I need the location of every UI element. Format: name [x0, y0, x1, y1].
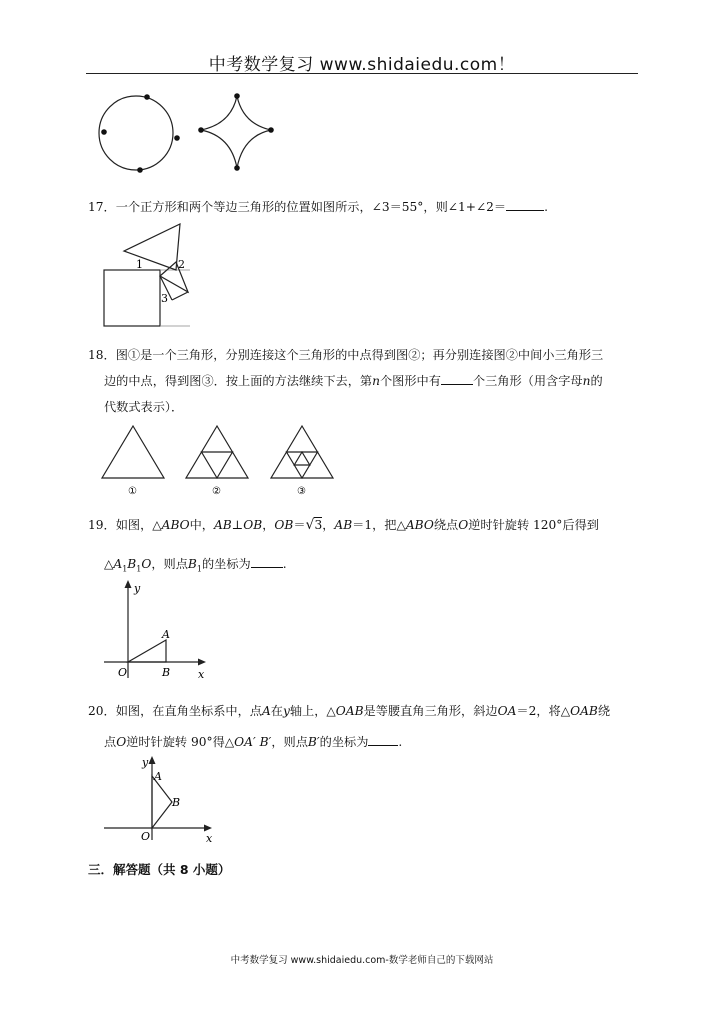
y-axis-label: y: [134, 582, 141, 595]
x-axis-label: x: [198, 668, 205, 681]
q17-figure: [98, 218, 194, 330]
q20-oab2: OAB: [570, 704, 598, 718]
page-header-title: 中考数学复习 www.shidaiedu.com！: [208, 55, 516, 75]
q20-text-e: ＝2，将△: [516, 704, 571, 718]
q20-oa: OA: [497, 704, 517, 718]
point-a-label: A: [162, 628, 170, 641]
triangle-fig-1: [102, 426, 164, 478]
q20-text-j: 的坐标为: [319, 735, 369, 749]
q19-ob: OB: [243, 518, 263, 532]
q19-abo2: ABO: [405, 518, 434, 532]
q18-line2d: 的: [590, 374, 603, 388]
q18-line2c: 个三角形（用含字母: [472, 374, 583, 388]
q18-line1: 图①是一个三角形，分别连接这个三角形的中点得到图②；再分别连接图②中间小三角形三: [115, 348, 604, 362]
circle-point: [137, 167, 143, 173]
q19-comma2: ，: [322, 518, 335, 532]
q17-number: 17．: [88, 200, 116, 214]
q19-text-f: 的坐标为: [201, 557, 251, 571]
q20-oab: OAB: [335, 704, 364, 718]
question-19-line-2: [104, 556, 287, 577]
q20-text-b: 在: [270, 704, 283, 718]
circle-point: [101, 129, 107, 135]
q20-coordinate-figure: [100, 752, 216, 844]
circle-point: [144, 94, 150, 100]
question-20-line-2: [104, 734, 402, 750]
q19-ab: AB: [214, 518, 232, 532]
q18-var-n2: n: [582, 374, 591, 388]
origin-label: O: [141, 830, 151, 843]
q20-text-h: 逆时针旋转 90°得△: [126, 735, 235, 749]
q18-var-n: n: [372, 374, 380, 388]
q20-number: 20．: [88, 704, 116, 718]
header-divider: [86, 73, 638, 74]
q19-text-d: 逆时针旋转 120°后得到: [468, 518, 599, 532]
square-shape: [104, 270, 160, 326]
q19-sub2: 1: [136, 564, 142, 574]
q20-y: y: [282, 704, 290, 718]
astroid-point: [234, 93, 240, 99]
q19-answer-blank: [251, 557, 283, 568]
q19-ob2: OB: [274, 518, 294, 532]
q17-answer-blank: [506, 200, 544, 211]
q20-text-d: 是等腰直角三角形，斜边: [363, 704, 498, 718]
origin-label: O: [118, 666, 128, 679]
q19-a1: A: [113, 557, 123, 571]
q19-text-e: ，则点: [151, 557, 188, 571]
q19-end: .: [282, 557, 287, 571]
triangle-large: [124, 224, 180, 270]
question-20-line-1: [88, 703, 610, 719]
q19-comma1: ，: [262, 518, 275, 532]
q20-text-a: 如图，在直角坐标系中，点: [115, 704, 262, 718]
q20-answer-blank: [368, 735, 398, 746]
triangle-abo: [128, 640, 166, 662]
q20-o: O: [116, 735, 127, 749]
angle-label-3: 3: [161, 292, 168, 305]
question-19-line-1: [88, 517, 599, 533]
astroid-point: [268, 127, 274, 133]
q18-line2b: 个图形中有: [379, 374, 441, 388]
triangle-fig-3-innermost: [294, 452, 310, 465]
q20-a: A: [261, 704, 271, 718]
question-17: [88, 199, 548, 215]
q20-text-c: 轴上，△: [289, 704, 336, 718]
question-18-line-3: 代数式表示）．: [104, 400, 184, 414]
q19-sub3: 1: [196, 564, 202, 574]
triangle-oab: [152, 776, 172, 828]
fig-label-2: ②: [212, 486, 221, 497]
q19-b1: B: [127, 557, 137, 571]
q19-abo: ABO: [161, 518, 190, 532]
q17-text: 一个正方形和两个等边三角形的位置如图所示，∠3＝55°，则∠1+∠2＝: [115, 200, 507, 214]
q19-perp: ⊥: [231, 518, 244, 532]
q19-o2: O: [141, 557, 152, 571]
q20-end: .: [398, 735, 403, 749]
q19-text-b: 中，: [189, 518, 214, 532]
astroid-point: [234, 165, 240, 171]
q19-sub1: 1: [122, 564, 128, 574]
triangle-fig-2-inner: [202, 452, 233, 478]
section-3-heading: 三．解答题（共 8 小题）: [88, 862, 231, 877]
q19-text-a: 如图，△: [115, 518, 162, 532]
y-axis-arrow: [149, 756, 156, 764]
q19-eq: ＝: [293, 518, 306, 532]
angle-label-2: 2: [178, 258, 185, 271]
circle-point: [174, 135, 180, 141]
circle-shape: [99, 96, 173, 170]
q20-text-f: 绕: [597, 704, 611, 718]
x-axis-arrow: [198, 659, 206, 666]
q19-ab2: AB: [334, 518, 353, 532]
astroid-point: [198, 127, 204, 133]
q19-text-c: 绕点: [433, 518, 459, 532]
q18-triangle-figures: [98, 420, 348, 498]
y-axis-arrow: [125, 580, 132, 588]
astroid-shape: [201, 96, 271, 168]
q20-bprime: B′: [307, 735, 320, 749]
q20-text-g: 点: [104, 735, 117, 749]
q19-o: O: [458, 518, 469, 532]
q19-sqrt-symbol: √: [305, 517, 315, 533]
q19-b1b: B: [187, 557, 197, 571]
q19-sqrt3: 3: [314, 518, 323, 532]
triangle-small-base: [172, 292, 188, 300]
q17-end: .: [544, 200, 548, 214]
page-footer: 中考数学复习 www.shidaiedu.com-数学老师自己的下载网站: [230, 955, 494, 966]
x-axis-label: x: [206, 832, 213, 844]
q18-answer-blank: [441, 374, 473, 385]
q20-text-i: ，则点: [271, 735, 308, 749]
question-18-line-1: [88, 347, 603, 363]
question-18-line-2: [104, 373, 603, 389]
x-axis-arrow: [204, 825, 212, 832]
point-b-label: B: [162, 666, 171, 679]
q19-coordinate-figure: [100, 578, 212, 682]
y-axis-label: y: [142, 756, 149, 769]
fig-label-1: ①: [128, 486, 137, 497]
point-b-label: B: [172, 796, 181, 809]
q19-tri: △: [104, 557, 114, 571]
q18-number: 18．: [88, 348, 116, 362]
point-a-label: A: [154, 770, 162, 783]
angle-label-1: 1: [136, 258, 143, 271]
q19-eq1: ＝1，把△: [352, 518, 406, 532]
circle-astroid-figure: [95, 88, 285, 178]
q19-number: 19．: [88, 518, 116, 532]
q18-line2a: 边的中点，得到图③．按上面的方法继续下去，第: [104, 374, 373, 388]
fig-label-3: ③: [297, 486, 306, 497]
q20-oaprime: OA′ B′: [234, 735, 272, 749]
